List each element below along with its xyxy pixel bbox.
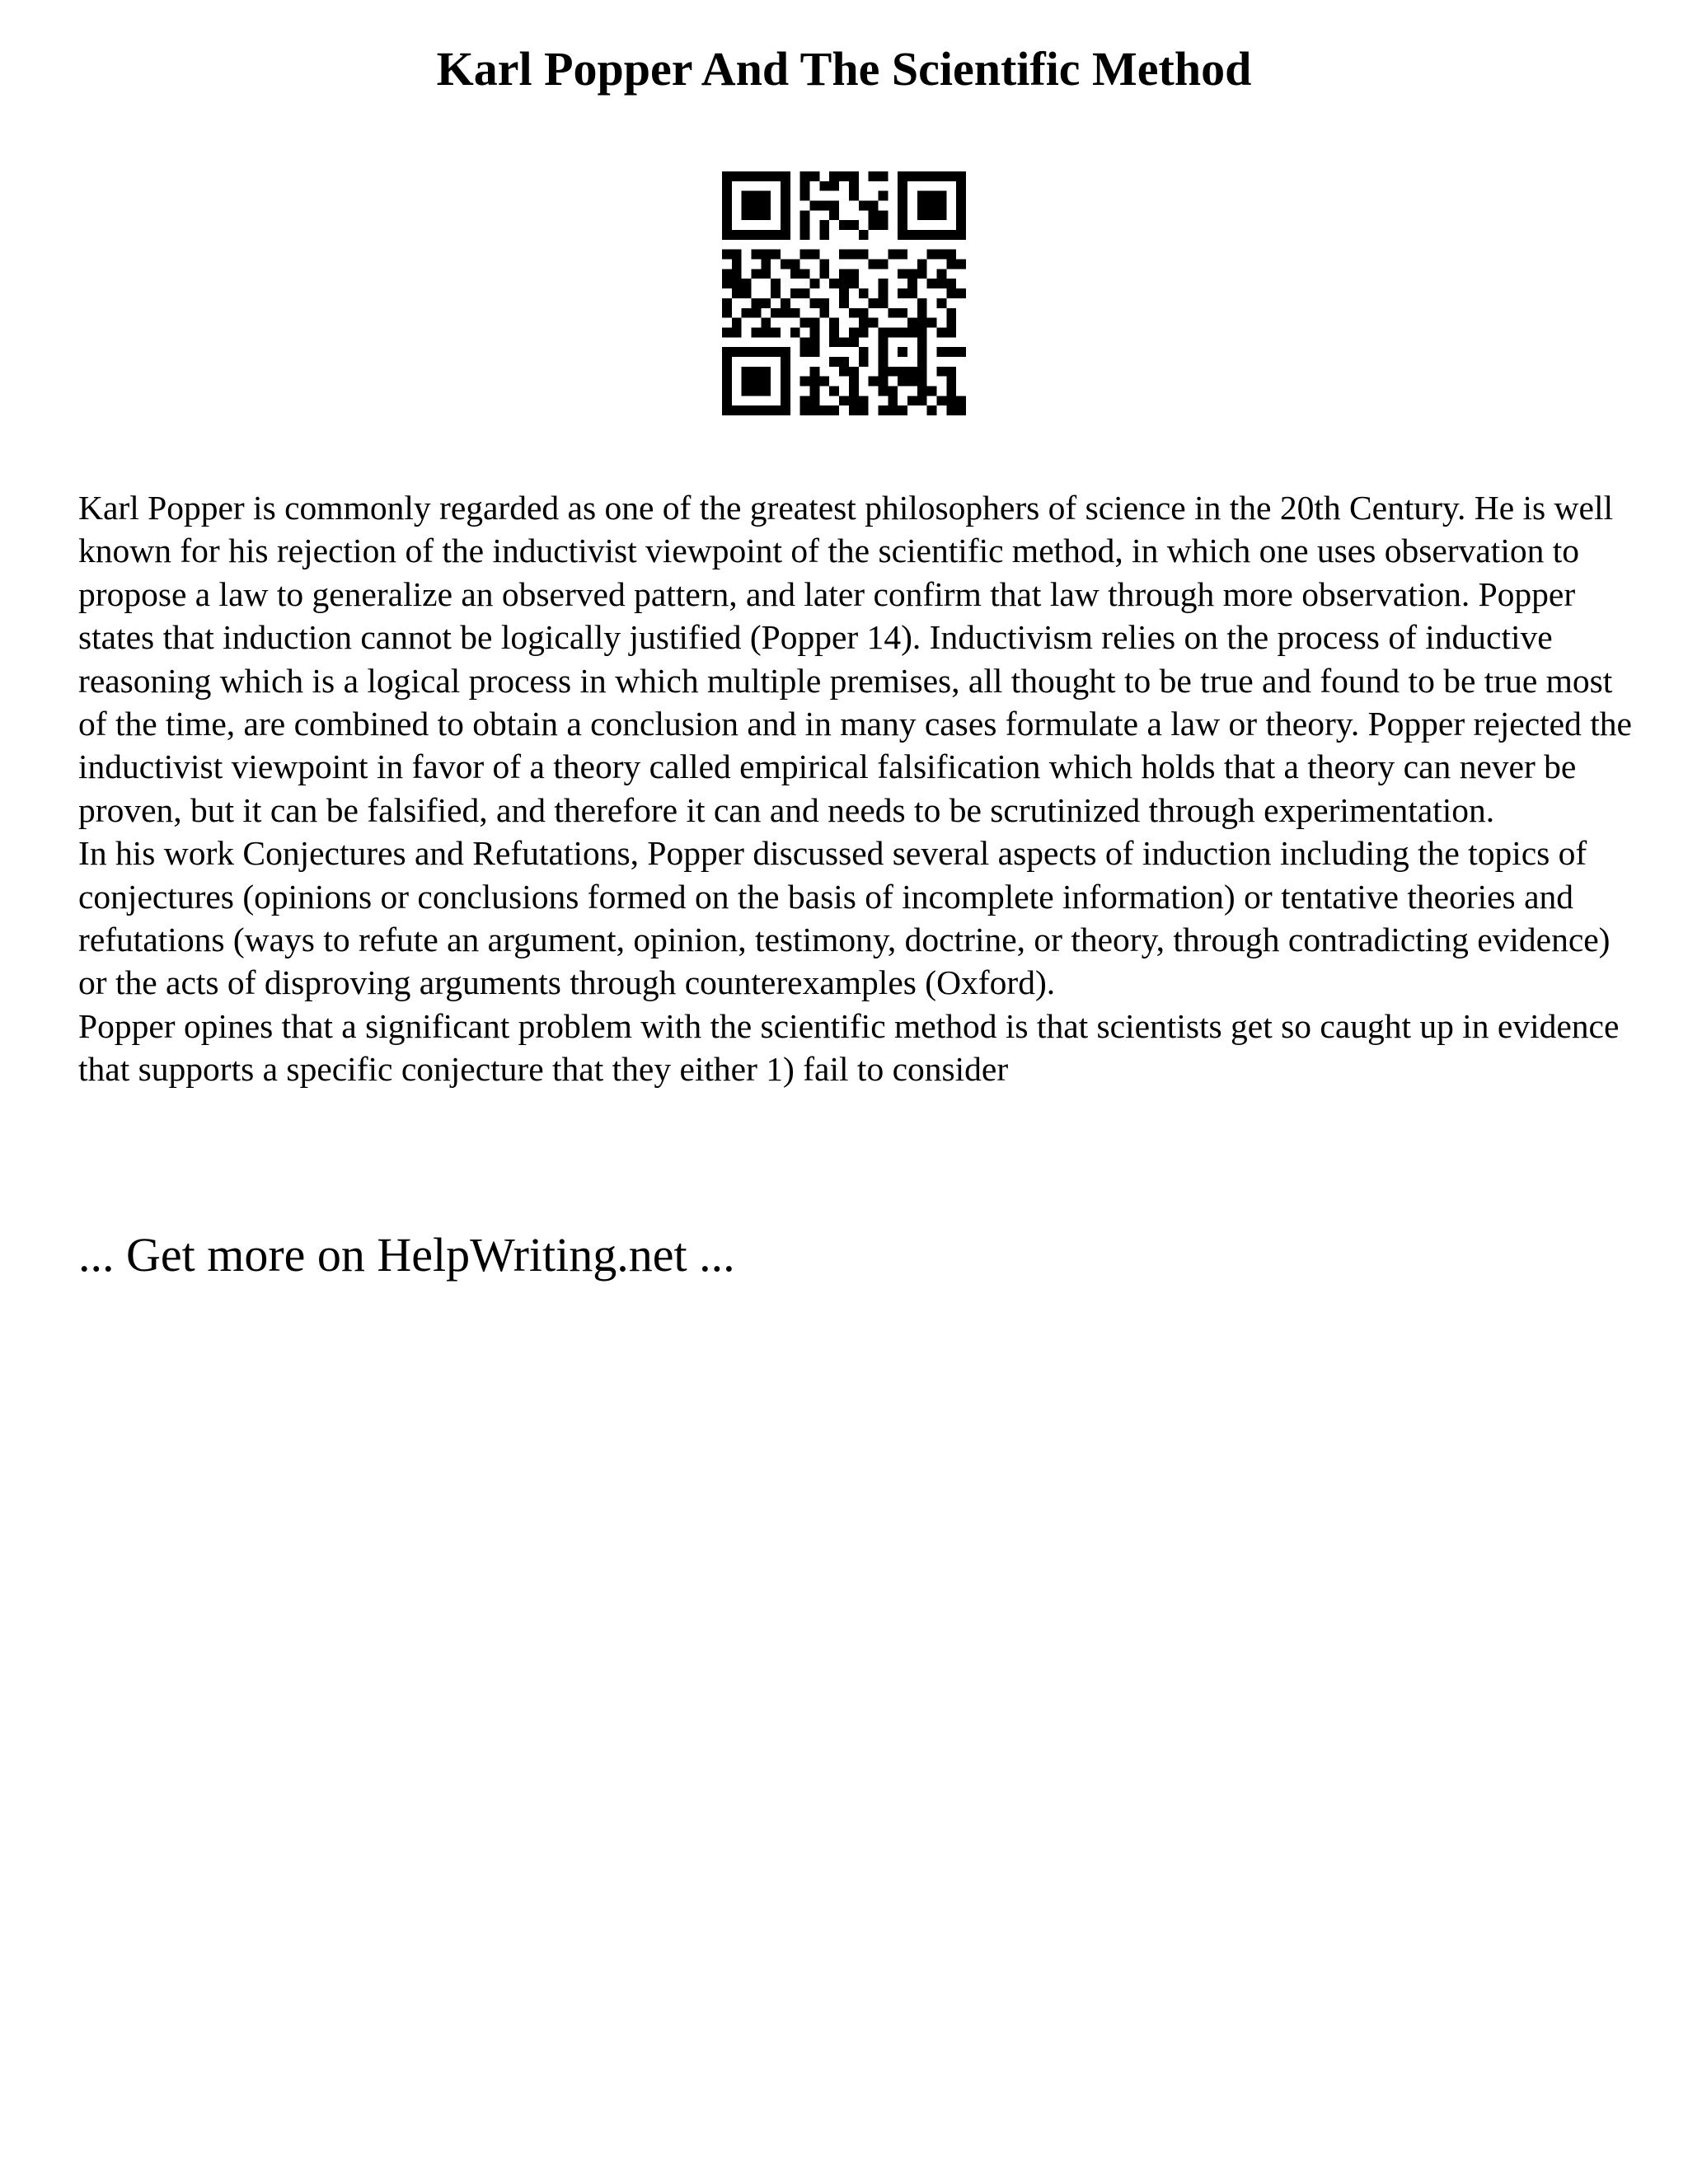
- paragraph-intro: Karl Popper is commonly regarded as one of the greatest philosophers of science in the 20th Century. He is well known for his rejection of the inductivist viewpoint of the scientific method, in which one uses observation to propose a law to generalize an observed pattern, and later confirm that law through more observation. Popper states that induction cannot be logically justified (Popper 14). Inductivism relies on the process of inductive reasoning which is a logical process in which multiple premises, all thought to be true and found to be true most of the time, are combined to obtain a conclusion and in many cases formulate a law or theory. Popper rejected the inductivist viewpoint in favor of a theory called empirical falsification which holds that a theory can never be proven, but it can be falsified, and therefore it can and needs to be scrutinized through experimentation.: [78, 489, 1632, 829]
- get-more-link[interactable]: ... Get more on HelpWriting.net ...: [78, 1228, 735, 1282]
- paragraph-problem: Popper opines that a significant problem with the scientific method is that scientists get so caught up in evidence that supports a specific conjecture that they either 1) fail to consider: [78, 1006, 1620, 1089]
- qr-code-icon: [722, 171, 966, 415]
- document-title: Karl Popper And The Scientific Method: [436, 42, 1252, 96]
- document-body: [78, 486, 1644, 1091]
- paragraph-conjectures: In his work Conjectures and Refutations, Popper discussed several aspects of induction including the topics of conjectures (opinions or conclusions formed on the basis of incomplete information) or tentative theories and refutations (ways to refute an argument, opinion, testimony, doctrine, or theory, through contradicting evidence) or the acts of disproving arguments through counterexamples (Oxford).: [78, 834, 1611, 1002]
